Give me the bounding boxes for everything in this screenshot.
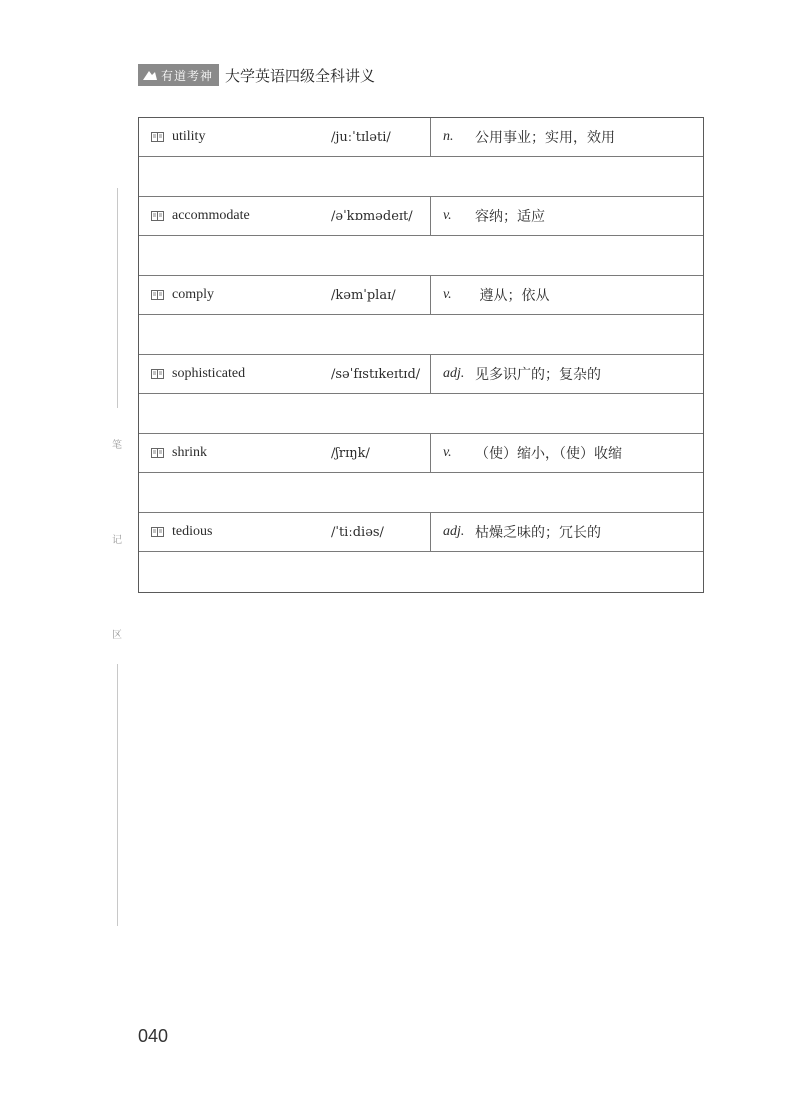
vocab-entry-row	[139, 513, 703, 552]
notes-blank-row	[139, 552, 703, 592]
vocab-phonetic: /juːˈtɪləti/	[331, 129, 391, 145]
page-number: 040	[138, 1026, 169, 1046]
vocab-word: utility	[172, 129, 206, 144]
book-icon	[151, 290, 164, 300]
book-icon	[151, 132, 164, 142]
vocab-meaning: 公用事业；实用，效用	[475, 130, 615, 146]
page-header	[138, 64, 375, 86]
notes-blank-row	[139, 157, 703, 197]
margin-label-char: 区	[112, 630, 122, 641]
part-of-speech: n.	[443, 129, 454, 144]
vocab-word: tedious	[172, 524, 213, 539]
vocab-meaning: （使）缩小，（使）收缩	[475, 446, 622, 462]
notes-blank-row	[139, 394, 703, 434]
vocab-meaning: 枯燥乏味的；冗长的	[475, 525, 601, 541]
book-title: 大学英语四级全科讲义	[225, 66, 376, 85]
vocab-phonetic: /kəmˈplaɪ/	[331, 287, 396, 303]
vocab-phonetic: /ʃrɪŋk/	[331, 445, 370, 461]
vocab-entry-row	[139, 197, 703, 236]
vocab-word: sophisticated	[172, 366, 246, 381]
vocab-word: accommodate	[172, 208, 250, 223]
vocab-entry-row	[139, 118, 703, 157]
vocab-phonetic: /ˈtiːdiəs/	[331, 524, 384, 540]
brand-badge	[138, 64, 219, 86]
book-icon	[151, 369, 164, 379]
part-of-speech: v.	[443, 445, 452, 460]
vocab-phonetic: /əˈkɒmədeɪt/	[331, 208, 413, 224]
brand-name: 有道考神	[161, 68, 214, 83]
book-icon	[151, 448, 164, 458]
vocab-meaning: 容纳；适应	[475, 209, 545, 225]
part-of-speech: v.	[443, 287, 452, 302]
part-of-speech: adj.	[443, 524, 465, 539]
margin-rule-bottom	[117, 664, 118, 926]
notes-blank-row	[139, 315, 703, 355]
vocab-meaning: 遵从；依从	[475, 288, 550, 304]
margin-label-char: 记	[112, 535, 122, 546]
vocab-entry-row	[139, 276, 703, 315]
notes-blank-row	[139, 473, 703, 513]
vocab-entry-row	[139, 355, 703, 394]
vocab-word: shrink	[172, 445, 207, 460]
brand-logo-icon	[142, 68, 158, 82]
margin-rule-top	[117, 188, 118, 408]
book-icon	[151, 527, 164, 537]
vocab-meaning: 见多识广的；复杂的	[475, 367, 601, 383]
vocab-entry-row	[139, 434, 703, 473]
part-of-speech: adj.	[443, 366, 465, 381]
margin-label-char: 笔	[112, 440, 122, 451]
vocab-word: comply	[172, 287, 214, 302]
part-of-speech: v.	[443, 208, 452, 223]
vocabulary-table	[138, 117, 704, 593]
book-icon	[151, 211, 164, 221]
vocab-phonetic: /səˈfɪstɪkeɪtɪd/	[331, 366, 421, 382]
notes-blank-row	[139, 236, 703, 276]
